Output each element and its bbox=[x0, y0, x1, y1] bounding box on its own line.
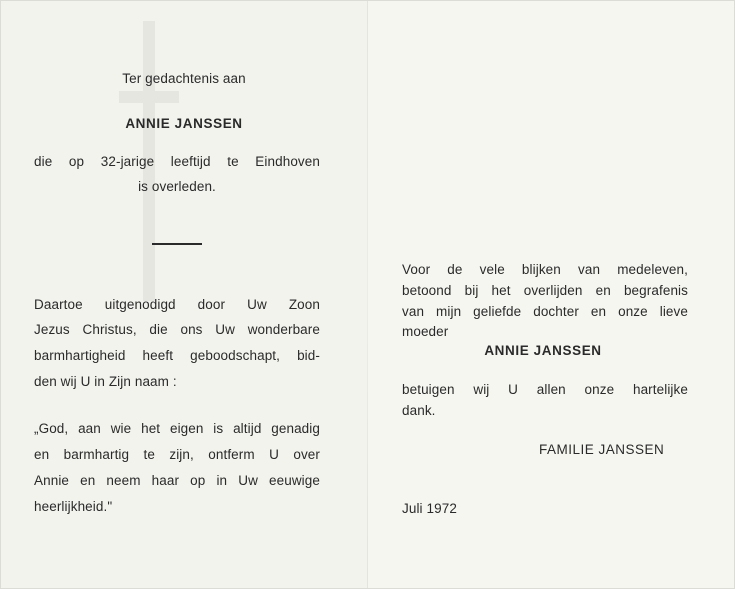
thanks-line: dank. bbox=[402, 403, 436, 418]
deceased-name-right: ANNIE JANSSEN bbox=[484, 343, 602, 358]
prayer-line: en barmhartig te zijn, ontferm U over bbox=[34, 447, 320, 462]
prayer-line: „God, aan wie het eigen is altijd genadig bbox=[34, 421, 320, 436]
thanks-intro-line: betoond bij het overlijden en begrafenis bbox=[402, 283, 688, 298]
deceased-line: is overleden. bbox=[138, 179, 216, 194]
family-signature: FAMILIE JANSSEN bbox=[539, 442, 665, 457]
prayer-intro-line: Daartoe uitgenodigd door Uw Zoon bbox=[34, 297, 320, 312]
thanks-intro-line: van mijn geliefde dochter en onze lieve bbox=[402, 304, 688, 319]
prayer-line: Annie en neem haar op in Uw eeuwige bbox=[34, 473, 320, 488]
age-place-line: die op 32-jarige leeftijd te Eindhoven bbox=[34, 154, 320, 169]
prayer-line: heerlijkheid." bbox=[34, 499, 113, 514]
thanks-line: betuigen wij U allen onze hartelijke bbox=[402, 382, 688, 397]
date-text: Juli 1972 bbox=[402, 501, 457, 516]
divider-rule bbox=[152, 243, 202, 245]
thanks-intro-line: moeder bbox=[402, 324, 449, 339]
prayer-intro-line: den wij U in Zijn naam : bbox=[34, 374, 177, 389]
thanks-intro-line: Voor de vele blijken van medeleven, bbox=[402, 262, 688, 277]
prayer-intro-line: Jezus Christus, die ons Uw wonderbare bbox=[34, 322, 320, 337]
right-panel bbox=[368, 1, 734, 588]
intro-text: Ter gedachtenis aan bbox=[122, 71, 246, 86]
prayer-intro-line: barmhartigheid heeft geboodschapt, bid- bbox=[34, 348, 320, 363]
left-panel bbox=[1, 1, 367, 588]
deceased-name: ANNIE JANSSEN bbox=[125, 116, 243, 131]
